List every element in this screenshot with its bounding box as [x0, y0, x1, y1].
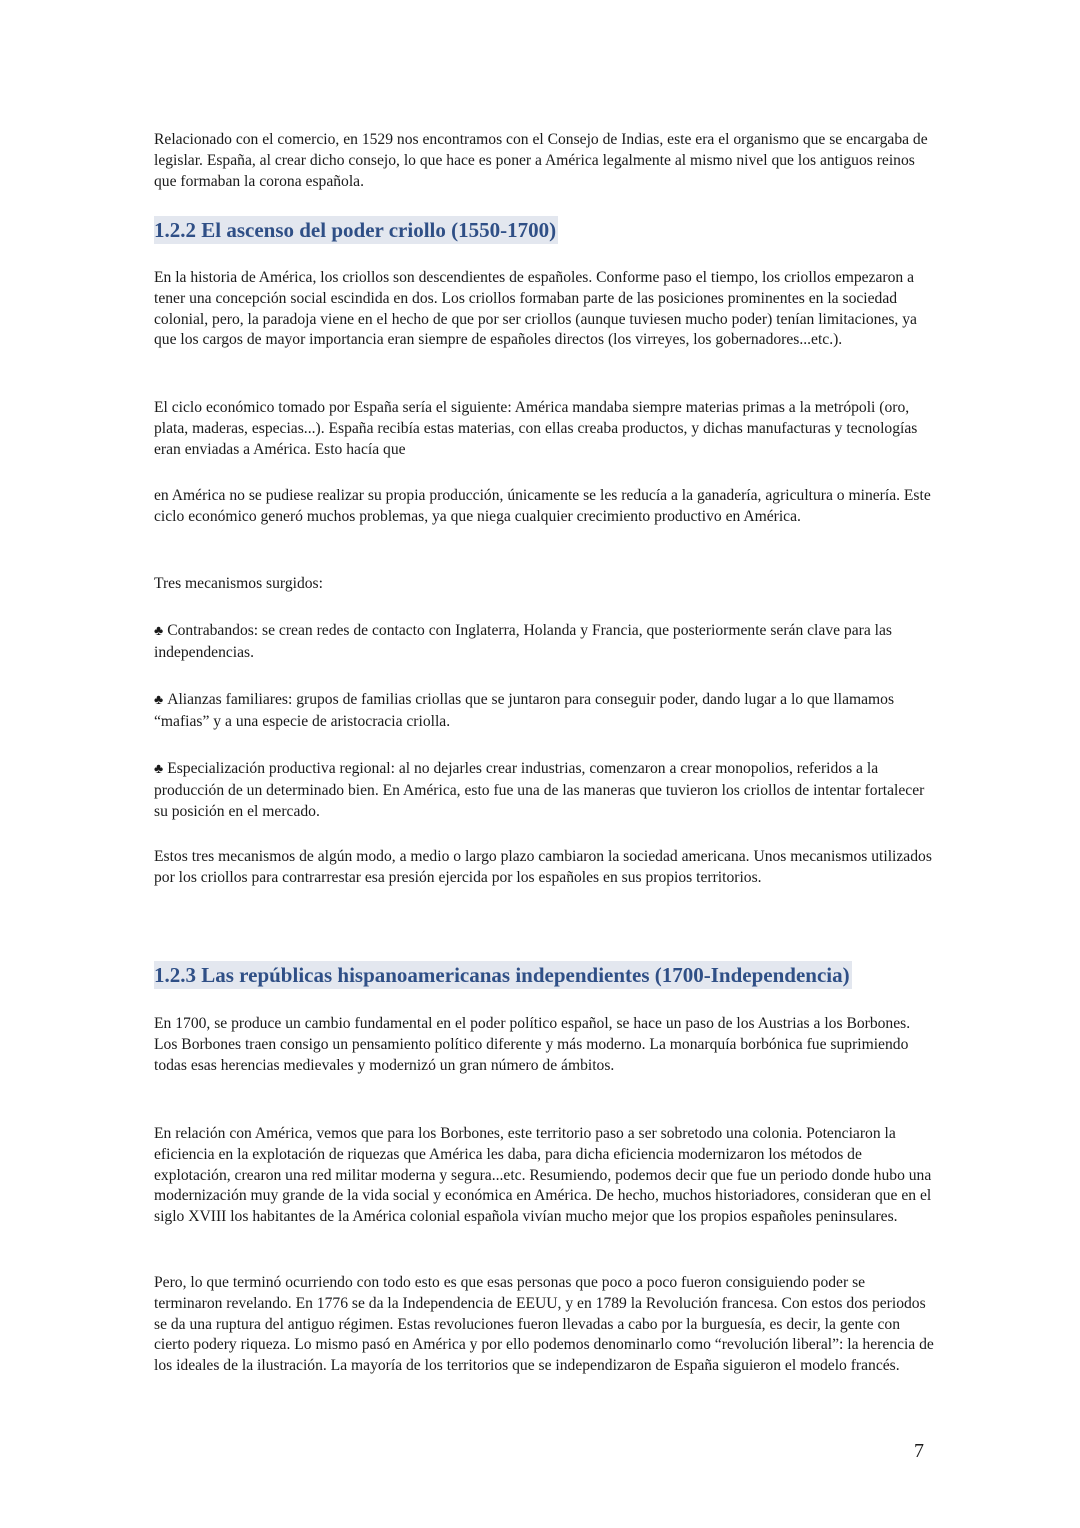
section-heading-1-2-3: 1.2.3 Las repúblicas hispanoamericanas independientes (1700-Independencia): [154, 963, 850, 987]
bullet-text: Contrabandos: se crean redes de contacto con Inglaterra, Holanda y Francia, que posteriormente serán clave para las independencias.: [154, 622, 892, 661]
paragraph-criollos: En la historia de América, los criollos son descendientes de españoles. Conforme paso el tiempo, los criollos empezaron a tener una concepción social escindida en dos. Los criollos formaban parte de las posiciones prominentes en la sociedad colonial, pero, la paradoja viene en el hecho de que por ser criollos (aunque tuviesen mucho poder) tenían limitaciones, ya que los cargos de mayor importancia eran siempre de españoles directos (los virreyes, los gobernadores...etc.).: [154, 269, 917, 349]
paragraph-borbones: En 1700, se produce un cambio fundamental en el poder político español, se hace un paso de los Austrias a los Borbones. Los Borbones traen consigo un pensamiento político diferente y más moderno. La monarquía borbónica fue suprimiendo todas esas herencias medievales y modernizó un gran número de ámbitos.: [154, 1015, 911, 1074]
bullet-item-contrabandos: [154, 621, 934, 664]
paragraph-mecanismos-intro: Tres mecanismos surgidos:: [154, 575, 323, 592]
club-bullet-icon: ♣: [154, 762, 164, 777]
paragraph-consejo-indias: Relacionado con el comercio, en 1529 nos encontramos con el Consejo de Indias, este era el organismo que se encargaba de legislar. España, al crear dicho consejo, lo que hace es poner a América legalmente al mismo nivel que los antiguos reinos que formaban la corona española.: [154, 131, 928, 190]
paragraph-revolucion: Pero, lo que terminó ocurriendo con todo esto es que esas personas que poco a poco fueron consiguiendo poder se terminaron revelando. En 1776 se da la Independencia de EEUU, y en 1789 la Revolución francesa. Con estos dos periodos se da una ruptura del antiguo régimen. Estas revoluciones fueron llevadas a cabo por la burguesía, es decir, la gente con cierto podery riqueza. Lo mismo pasó en América y por ello podemos denominarlo como “revolución liberal”: la herencia de los ideales de la ilustración. La mayoría de los territorios que se independizaron de España siguieron el modelo francés.: [154, 1274, 934, 1375]
club-bullet-icon: ♣: [154, 693, 164, 708]
section-heading-1-2-2: 1.2.2 El ascenso del poder criollo (1550-1700): [154, 218, 557, 242]
bullet-text: Especialización productiva regional: al no dejarles crear industrias, comenzaron a crear monopolios, referidos a la producción de un determinado bien. En América, esto fue una de las maneras que tuvieron los criollos de intentar fortalecer su posición en el mercado.: [154, 760, 925, 820]
paragraph-ciclo-economico: El ciclo económico tomado por España sería el siguiente: América mandaba siempre materias primas a la metrópoli (oro, plata, maderas, especias...). España recibía estas materias, con ellas creaba productos, y dichas manufacturas y tecnologías eran enviadas a América. Esto hacía que: [154, 399, 918, 458]
club-bullet-icon: ♣: [154, 624, 164, 639]
bullet-item-alianzas: [154, 690, 934, 733]
paragraph-colonia: En relación con América, vemos que para los Borbones, este territorio paso a ser sobretodo una colonia. Potenciaron la eficiencia en la explotación de riquezas que América les daba, para dicha eficiencia modernizaron los métodos de explotación, crearon una red militar moderna y segura...etc. Resumiendo, podemos decir que fue un periodo donde hubo una modernización muy grande de la vida social y económica en América. De hecho, muchos historiadores, consideran que en el siglo XVIII los habitantes de la América colonial española vivían mucho mejor que los propios españoles peninsulares.: [154, 1125, 932, 1226]
paragraph-tres-mecanismos: Estos tres mecanismos de algún modo, a medio o largo plazo cambiaron la sociedad americana. Unos mecanismos utilizados por los criollos para contrarrestar esa presión ejercida por los españoles en sus propios territorios.: [154, 848, 932, 886]
bullet-text: Alianzas familiares: grupos de familias criollas que se juntaron para conseguir poder, dando lugar a lo que llamamos “mafias” y a una especie de aristocracia criolla.: [154, 691, 895, 730]
page-number: 7: [914, 1440, 924, 1462]
bullet-item-especializacion: [154, 759, 934, 822]
paragraph-produccion: en América no se pudiese realizar su propia producción, únicamente se les reducía a la ganadería, agricultura o minería. Este ciclo económico generó muchos problemas, ya que niega cualquier crecimiento productivo en América.: [154, 487, 931, 525]
